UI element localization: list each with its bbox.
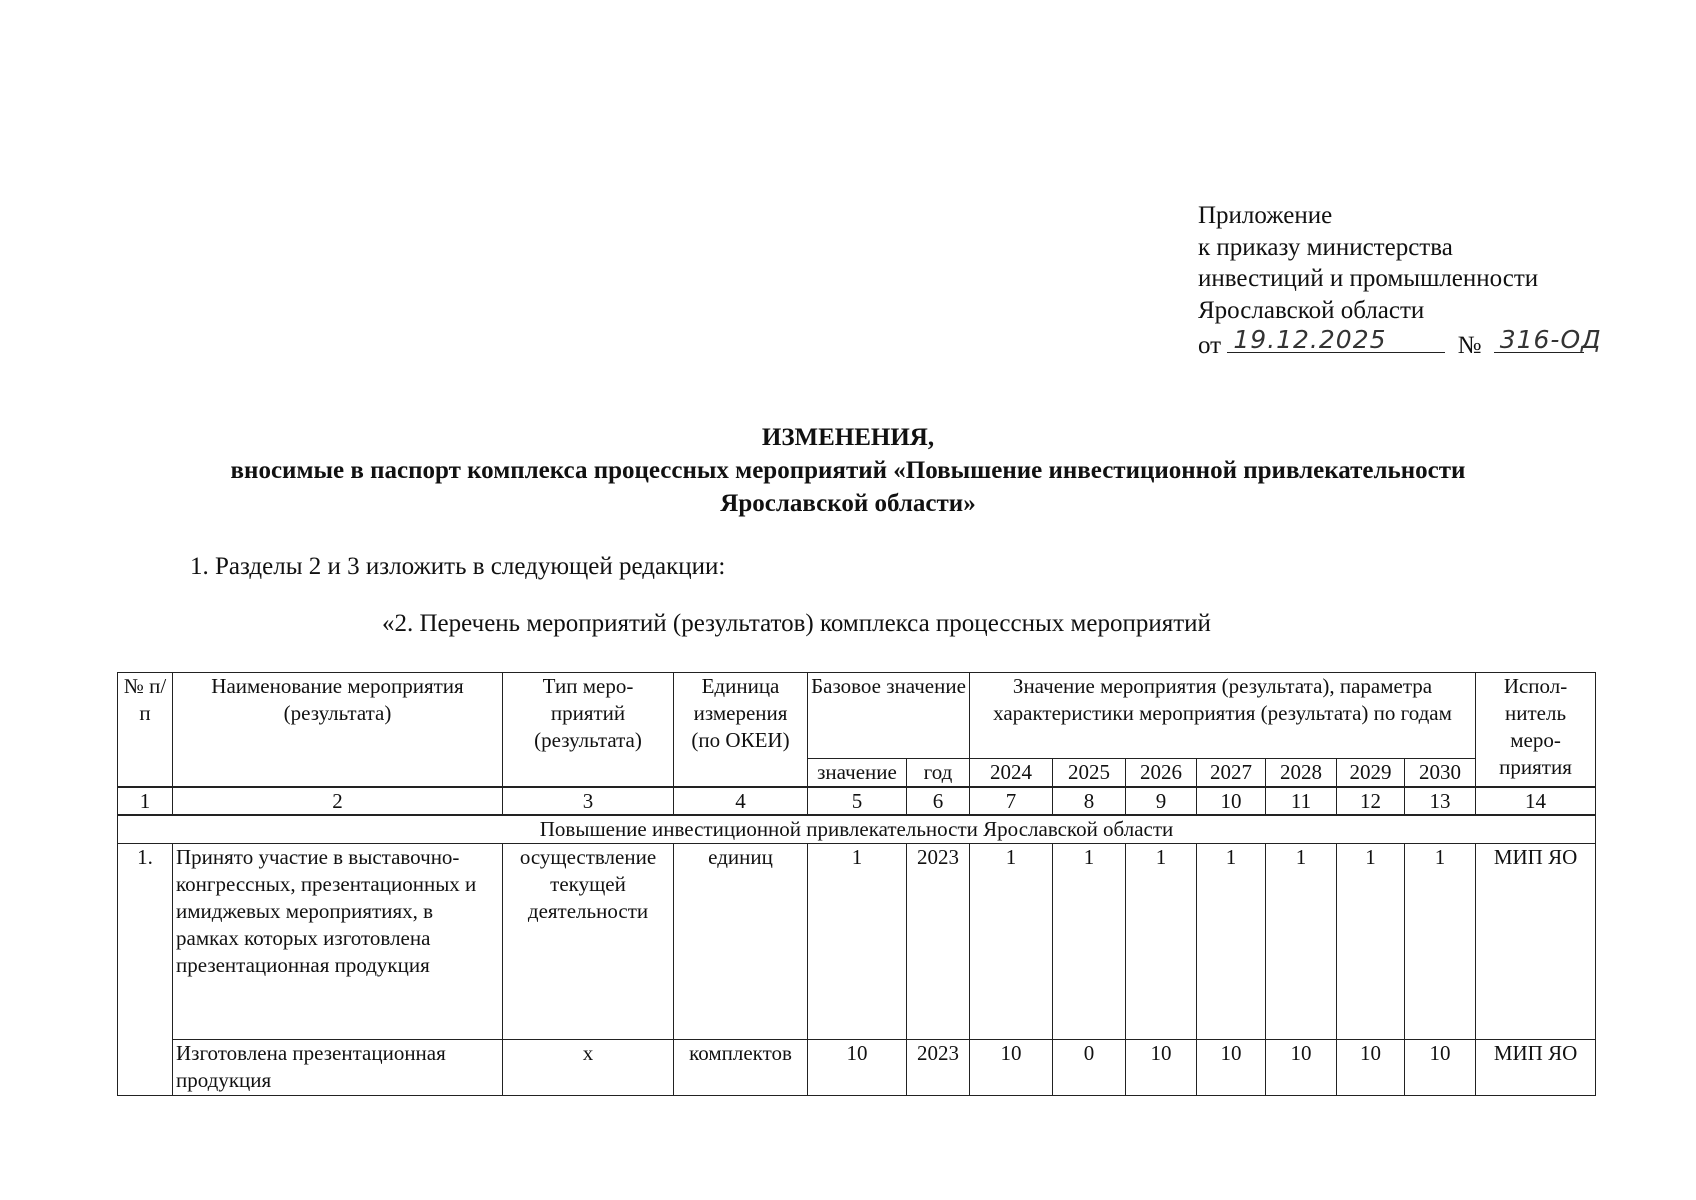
value-2026: 10 [1126, 1040, 1197, 1096]
column-number: 14 [1476, 787, 1596, 815]
value-2025: 1 [1053, 844, 1126, 1040]
base-year: 2023 [907, 844, 970, 1040]
header-year-2027: 2027 [1197, 759, 1266, 788]
handwritten-number-value: 316-ОД [1499, 324, 1602, 354]
value-2024: 1 [970, 844, 1053, 1040]
appendix-line-3: инвестиций и промышленности [1198, 265, 1539, 292]
header-year-2024: 2024 [970, 759, 1053, 788]
measure-unit: единиц [674, 844, 808, 1040]
header-unit: Единица измерения (по ОКЕИ) [674, 673, 808, 788]
column-number: 8 [1053, 787, 1126, 815]
instruction-paragraph: 1. Разделы 2 и 3 изложить в следующей редакции: [190, 553, 726, 580]
handwritten-number [1494, 324, 1602, 354]
appendix-block [1198, 200, 1602, 362]
value-2025: 0 [1053, 1040, 1126, 1096]
column-number: 13 [1405, 787, 1476, 815]
header-type: Тип меро-приятий (результата) [503, 673, 674, 788]
section-row [118, 815, 1596, 844]
header-name: Наименование мероприятия (результата) [173, 673, 503, 788]
executor: МИП ЯО [1476, 844, 1596, 1040]
value-2024: 10 [970, 1040, 1053, 1096]
column-number: 6 [907, 787, 970, 815]
value-2030: 1 [1405, 844, 1476, 1040]
appendix-date-line [1198, 324, 1602, 362]
header-year-2026: 2026 [1126, 759, 1197, 788]
document-subtitle-line-2: Ярославской области» [720, 490, 976, 517]
value-2028: 1 [1266, 844, 1337, 1040]
executor: МИП ЯО [1476, 1040, 1596, 1096]
header-base: Базовое значение [808, 673, 970, 759]
header-year-2030: 2030 [1405, 759, 1476, 788]
value-2026: 1 [1126, 844, 1197, 1040]
column-number: 11 [1266, 787, 1337, 815]
header-row-1 [118, 673, 1596, 759]
column-number: 3 [503, 787, 674, 815]
header-values: Значение мероприятия (результата), параметра характеристики мероприятия (результата) по годам [970, 673, 1476, 759]
measures-table [117, 672, 1596, 1096]
header-year-2029: 2029 [1337, 759, 1405, 788]
base-year: 2023 [907, 1040, 970, 1096]
measure-name: Принято участие в выставочно-конгрессных, презентационных и имиджевых мероприятиях, в рамках которых изготовлена презентационная продукция [173, 844, 503, 1040]
column-number: 2 [173, 787, 503, 815]
column-number: 9 [1126, 787, 1197, 815]
appendix-line-4: Ярославской области [1198, 296, 1425, 324]
value-2030: 10 [1405, 1040, 1476, 1096]
column-number: 10 [1197, 787, 1266, 815]
header-base-year: год [907, 759, 970, 788]
column-number: 12 [1337, 787, 1405, 815]
appendix-line-1: Приложение [1198, 202, 1333, 229]
value-2028: 10 [1266, 1040, 1337, 1096]
base-value: 1 [808, 844, 907, 1040]
measure-type: х [503, 1040, 674, 1096]
measure-type: осуществление текущей деятельности [503, 844, 674, 1040]
header-year-2028: 2028 [1266, 759, 1337, 788]
section-title: Повышение инвестиционной привлекательности Ярославской области [118, 815, 1596, 844]
section-heading: «2. Перечень мероприятий (результатов) комплекса процессных мероприятий [382, 610, 1211, 637]
handwritten-date-value: 19.12.2025 [1233, 324, 1387, 354]
measure-name: Изготовлена презентационная продукция [173, 1040, 503, 1096]
column-number: 1 [118, 787, 173, 815]
column-number: 5 [808, 787, 907, 815]
header-base-value: значение [808, 759, 907, 788]
value-2029: 1 [1337, 844, 1405, 1040]
header-year-2025: 2025 [1053, 759, 1126, 788]
column-number-row [118, 787, 1596, 815]
value-2027: 1 [1197, 844, 1266, 1040]
column-number: 4 [674, 787, 808, 815]
table-row [118, 1040, 1596, 1096]
appendix-line-2: к приказу министерства [1198, 233, 1453, 261]
table-row [118, 844, 1596, 1040]
document-title: ИЗМЕНЕНИЯ, [761, 424, 935, 451]
date-prefix: от [1198, 332, 1222, 359]
value-2029: 10 [1337, 1040, 1405, 1096]
header-num: № п/п [118, 673, 173, 788]
header-executor: Испол-нитель меро-приятия [1476, 673, 1596, 788]
base-value: 10 [808, 1040, 907, 1096]
document-subtitle-line-1: вносимые в паспорт комплекса процессных мероприятий «Повышение инвестиционной привлекательности [230, 457, 1466, 484]
number-label: № [1457, 332, 1482, 359]
column-number: 7 [970, 787, 1053, 815]
measure-unit: комплектов [674, 1040, 808, 1096]
handwritten-date [1227, 326, 1445, 353]
value-2027: 10 [1197, 1040, 1266, 1096]
row-number: 1. [118, 844, 173, 1096]
